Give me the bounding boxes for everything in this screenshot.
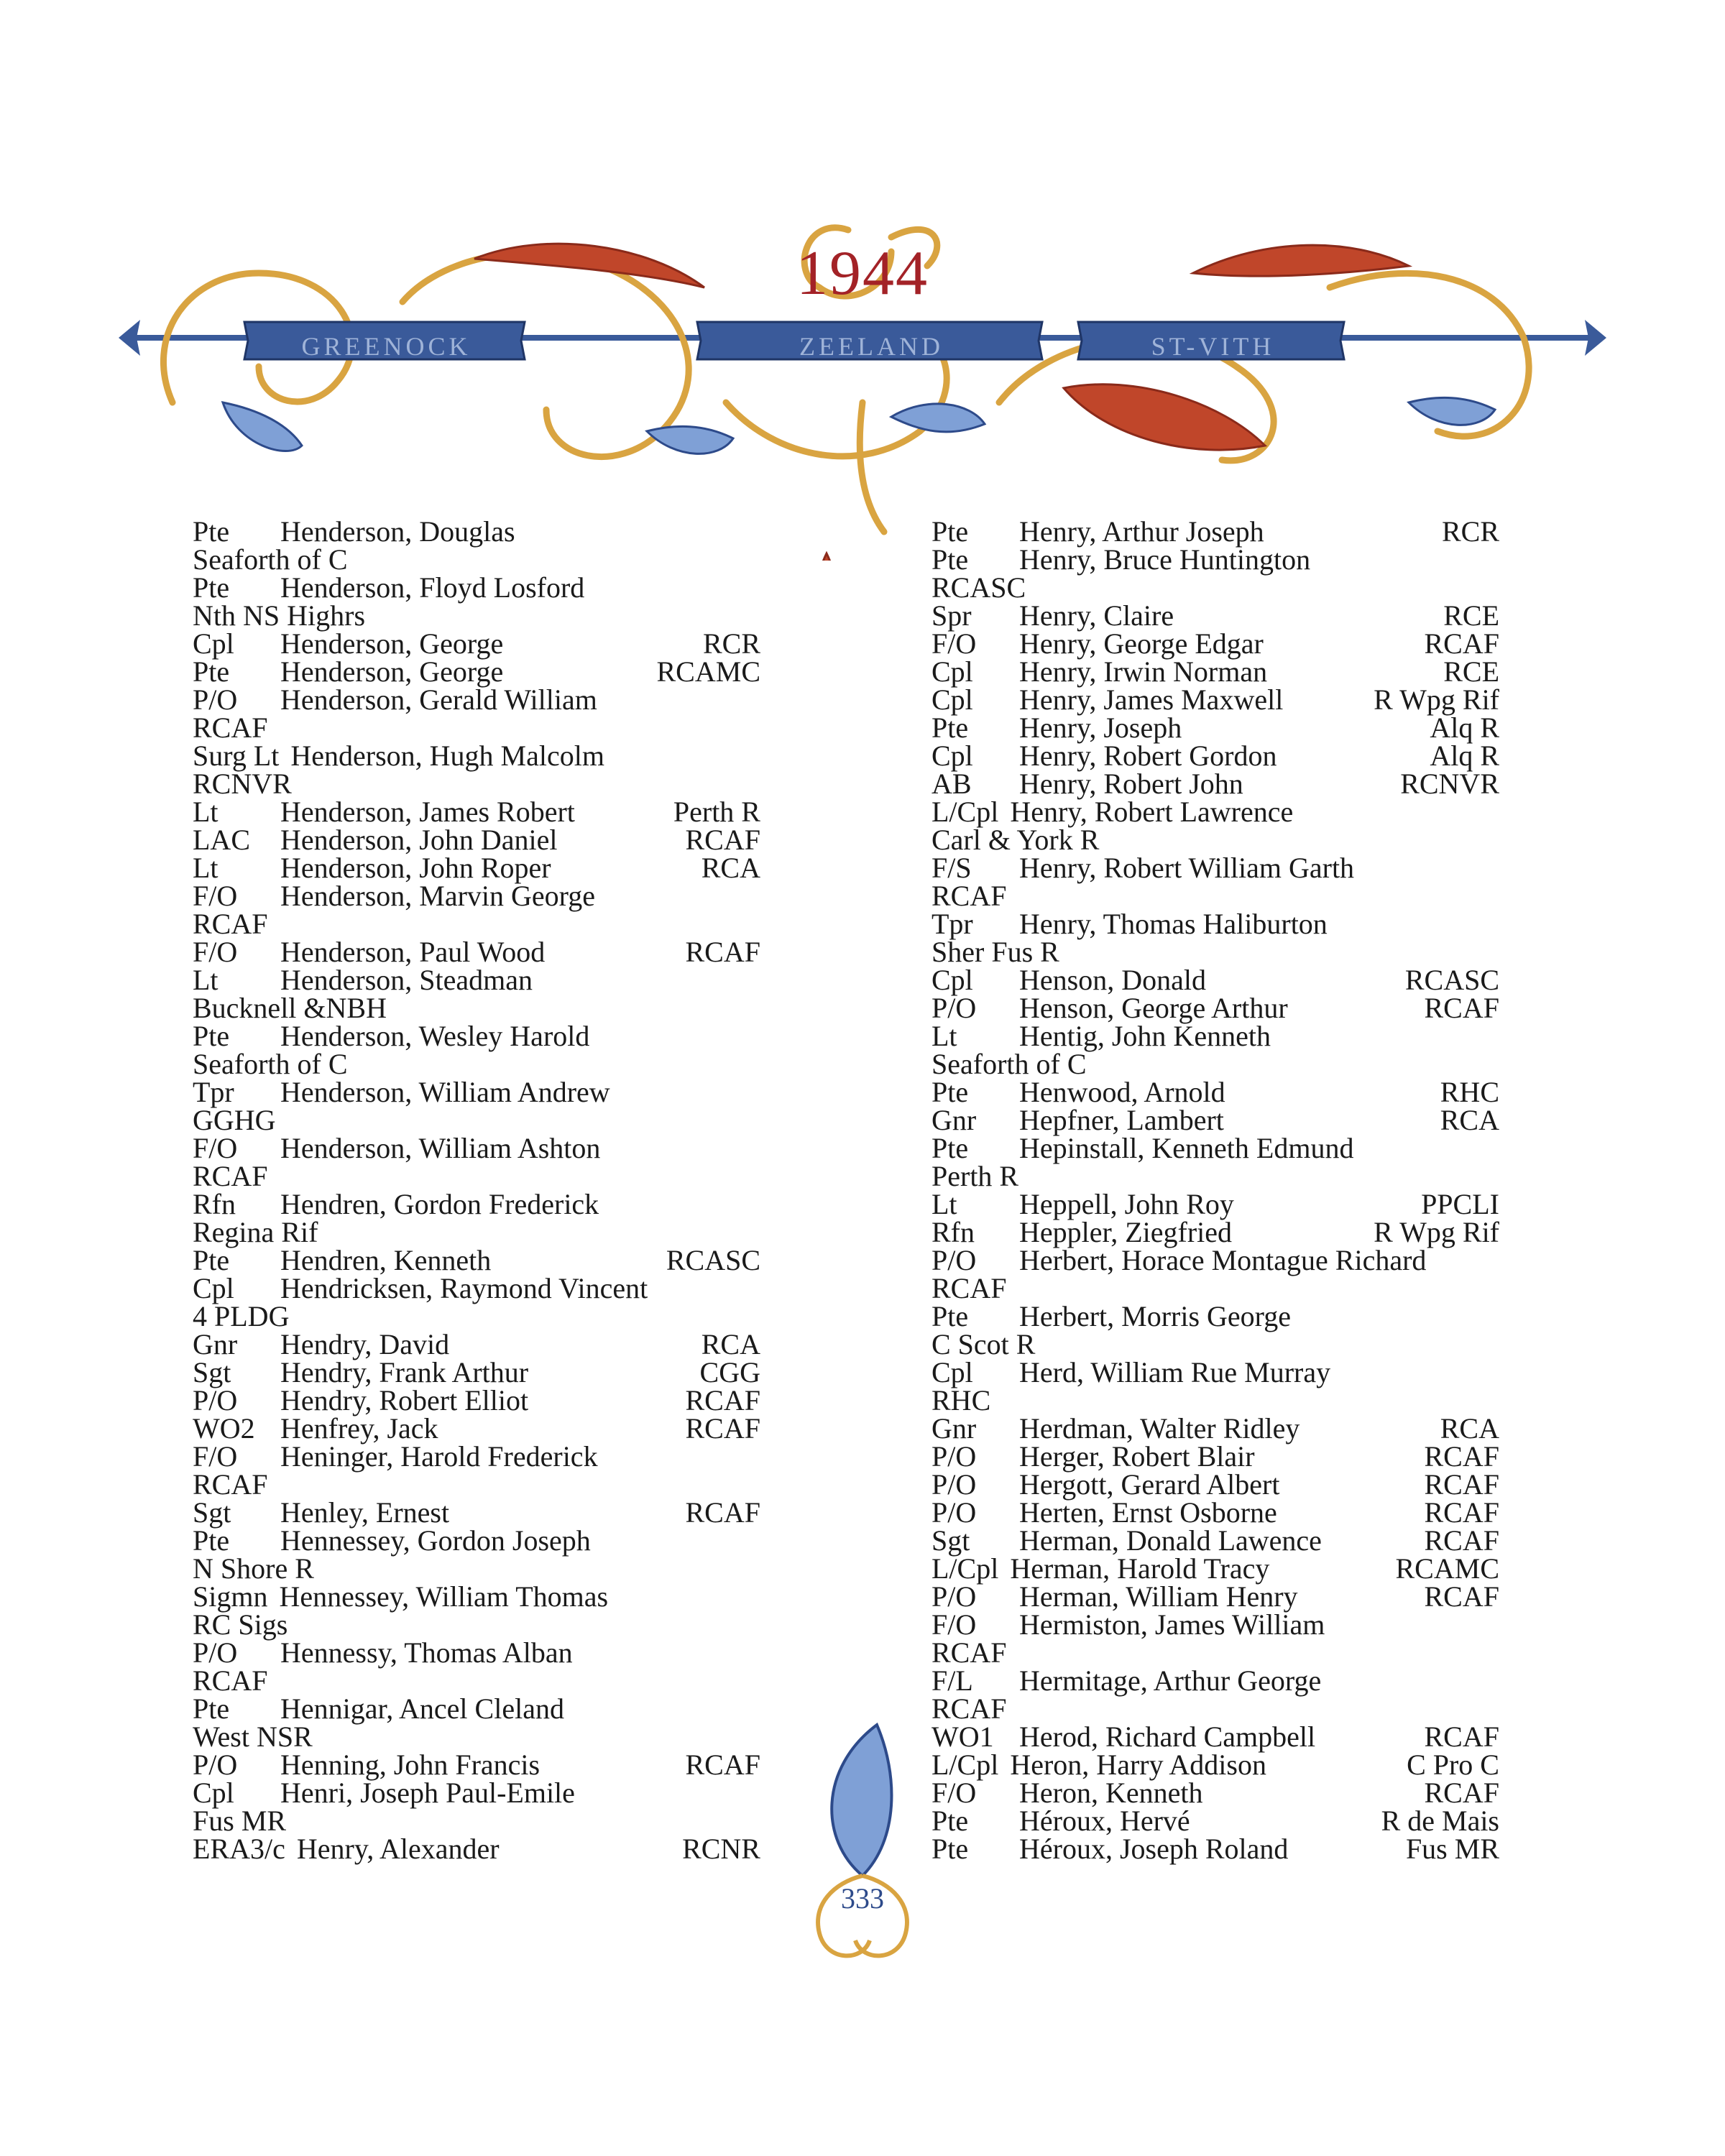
entry-unit: CGG bbox=[699, 1356, 760, 1388]
entry-name: Henley, Ernest bbox=[280, 1496, 450, 1529]
entry-name: Hendren, Kenneth bbox=[280, 1244, 492, 1276]
entry-name: Hermitage, Arthur George bbox=[1019, 1664, 1322, 1697]
entry-name: Henderson, William Ashton bbox=[280, 1132, 601, 1164]
entry-name: Henderson, Wesley Harold bbox=[280, 1020, 590, 1052]
entry-name: Herbert, Morris George bbox=[1019, 1300, 1292, 1332]
entry-unit: RCAF bbox=[685, 824, 760, 856]
roll-column-left bbox=[193, 517, 768, 1863]
entry-rank: Pte bbox=[932, 543, 969, 576]
roll-entry bbox=[932, 1807, 1506, 1835]
entry-name: Henson, George Arthur bbox=[1019, 992, 1288, 1024]
entry-unit: N Shore R bbox=[193, 1552, 314, 1585]
banner-label-greenock: GREENOCK bbox=[301, 332, 472, 361]
entry-name: Hendry, Frank Arthur bbox=[280, 1356, 529, 1388]
entry-name: Henry, Joseph bbox=[1019, 711, 1182, 744]
entry-unit: RCAF bbox=[193, 711, 268, 744]
entry-unit: RC Sigs bbox=[193, 1608, 288, 1641]
entry-unit: RCAF bbox=[1424, 1468, 1499, 1501]
entry-name: Hennessey, Gordon Joseph bbox=[280, 1524, 591, 1557]
entry-rank: Spr bbox=[932, 599, 972, 632]
entry-name: Henry, Claire bbox=[1019, 599, 1174, 632]
roll-entry bbox=[193, 1440, 768, 1501]
entry-unit: RHC bbox=[932, 1384, 991, 1416]
entry-name: Herd, William Rue Murray bbox=[1019, 1356, 1331, 1388]
entry-rank: P/O bbox=[193, 1384, 238, 1416]
entry-unit: RCAF bbox=[932, 880, 1007, 912]
entry-unit: RCAF bbox=[1424, 1580, 1499, 1613]
roll-entry bbox=[193, 966, 768, 1022]
entry-rank: Lt bbox=[193, 852, 218, 884]
entry-unit: RCE bbox=[1443, 655, 1499, 688]
entry-name: Henderson, Marvin George bbox=[280, 880, 596, 912]
entry-name: Henderson, John Daniel bbox=[280, 824, 558, 856]
entry-rank: Cpl bbox=[193, 627, 234, 660]
entry-rank: Cpl bbox=[932, 964, 973, 996]
entry-rank: P/O bbox=[932, 1244, 977, 1276]
entry-unit: Perth R bbox=[932, 1160, 1019, 1192]
roll-entry bbox=[932, 1580, 1506, 1613]
entry-unit: RCAF bbox=[1424, 992, 1499, 1024]
roll-entry bbox=[932, 910, 1506, 966]
entry-name: Hendry, David bbox=[280, 1328, 450, 1360]
entry-unit: RCAF bbox=[932, 1636, 1007, 1669]
entry-name: Herman, Harold Tracy bbox=[1010, 1552, 1270, 1585]
entry-unit: RCNVR bbox=[193, 768, 292, 800]
entry-rank: Pte bbox=[932, 711, 969, 744]
entry-rank: F/O bbox=[193, 880, 238, 912]
roll-entry bbox=[193, 1078, 768, 1134]
roll-entry bbox=[932, 1412, 1506, 1445]
entry-rank: Pte bbox=[932, 1300, 969, 1332]
entry-name: Hepinstall, Kenneth Edmund bbox=[1019, 1132, 1354, 1164]
roll-entry bbox=[193, 1580, 768, 1641]
roll-entry bbox=[932, 545, 1506, 602]
entry-rank: P/O bbox=[932, 1468, 977, 1501]
entry-unit: RCAF bbox=[193, 908, 268, 940]
roll-entry bbox=[932, 1608, 1506, 1669]
entry-unit: RCASC bbox=[1404, 964, 1499, 996]
roll-entry bbox=[193, 826, 768, 854]
entry-rank: Gnr bbox=[932, 1104, 977, 1136]
entry-rank: Cpl bbox=[193, 1272, 234, 1304]
entry-unit: R de Mais bbox=[1381, 1805, 1499, 1837]
entry-name: Henry, Robert John bbox=[1019, 768, 1243, 800]
roll-entry bbox=[193, 1636, 768, 1697]
roll-entry bbox=[193, 1358, 768, 1386]
entry-name: Herbert, Horace Montague Richard bbox=[1019, 1244, 1427, 1276]
entry-rank: F/L bbox=[932, 1664, 973, 1697]
entry-rank: Pte bbox=[932, 1805, 969, 1837]
entry-unit: PPCLI bbox=[1421, 1188, 1499, 1220]
roll-entry bbox=[932, 515, 1506, 548]
entry-unit: Alq R bbox=[1430, 740, 1499, 772]
roll-entry bbox=[932, 599, 1506, 632]
roll-entry bbox=[932, 1779, 1506, 1807]
banner-label-zeeland: ZEELAND bbox=[799, 332, 944, 361]
roll-entry bbox=[193, 938, 768, 966]
roll-entry bbox=[193, 1835, 768, 1863]
entry-rank: Pte bbox=[932, 1076, 969, 1108]
entry-unit: RCAF bbox=[685, 1749, 760, 1781]
entry-unit: RCAMC bbox=[1395, 1552, 1499, 1585]
roll-entry bbox=[932, 1218, 1506, 1246]
roll-entry bbox=[193, 627, 768, 660]
entry-rank: F/S bbox=[932, 852, 972, 884]
entry-name: Henning, John Francis bbox=[280, 1749, 540, 1781]
entry-rank: LAC bbox=[193, 824, 250, 856]
entry-unit: Sher Fus R bbox=[932, 936, 1059, 968]
entry-name: Henderson, Floyd Losford bbox=[280, 571, 585, 604]
roll-entry bbox=[193, 1779, 768, 1835]
entry-unit: RCNR bbox=[682, 1833, 760, 1865]
entry-rank: P/O bbox=[193, 1636, 238, 1669]
entry-name: Henderson, Hugh Malcolm bbox=[290, 740, 604, 772]
entry-name: Herod, Richard Campbell bbox=[1019, 1720, 1316, 1753]
entry-rank: L/Cpl bbox=[932, 1552, 999, 1585]
roll-entry bbox=[193, 854, 768, 882]
entry-rank: Lt bbox=[932, 1020, 957, 1052]
entry-name: Henson, Donald bbox=[1019, 964, 1206, 996]
entry-name: Herger, Robert Blair bbox=[1019, 1440, 1255, 1473]
entry-unit: RCR bbox=[1441, 515, 1499, 548]
entry-unit: RCAF bbox=[932, 1272, 1007, 1304]
entry-unit: R Wpg Rif bbox=[1374, 683, 1499, 716]
entry-unit: RCAF bbox=[685, 1496, 760, 1529]
entry-name: Hennessy, Thomas Alban bbox=[280, 1636, 573, 1669]
entry-unit: Bucknell &NBH bbox=[193, 992, 387, 1024]
entry-name: Henderson, Gerald William bbox=[280, 683, 597, 716]
entry-rank: Pte bbox=[193, 1524, 230, 1557]
entry-rank: L/Cpl bbox=[932, 796, 999, 828]
entry-name: Heron, Kenneth bbox=[1019, 1777, 1203, 1809]
entry-unit: RHC bbox=[1440, 1076, 1499, 1108]
roll-entry bbox=[193, 573, 768, 630]
roll-entry bbox=[932, 1720, 1506, 1753]
roll-entry bbox=[193, 1274, 768, 1330]
entry-rank: Cpl bbox=[932, 655, 973, 688]
year-heading: 1944 bbox=[796, 239, 929, 308]
roll-entry bbox=[932, 1358, 1506, 1414]
entry-unit: R Wpg Rif bbox=[1374, 1216, 1499, 1248]
entry-name: Henfrey, Jack bbox=[280, 1412, 438, 1445]
entry-unit: Fus MR bbox=[1405, 1833, 1499, 1865]
roll-entry bbox=[932, 1664, 1506, 1725]
entry-name: Heppell, John Roy bbox=[1019, 1188, 1234, 1220]
entry-rank: WO1 bbox=[932, 1720, 994, 1753]
entry-name: Henry, Robert William Garth bbox=[1019, 852, 1355, 884]
entry-name: Henderson, James Robert bbox=[280, 796, 575, 828]
entry-rank: Pte bbox=[932, 515, 969, 548]
entry-rank: Surg Lt bbox=[193, 740, 280, 772]
entry-name: Henderson, William Andrew bbox=[280, 1076, 610, 1108]
entry-unit: RCA bbox=[701, 852, 760, 884]
roll-entry bbox=[932, 1022, 1506, 1078]
entry-name: Henderson, Steadman bbox=[280, 964, 533, 996]
entry-name: Héroux, Hervé bbox=[1019, 1805, 1190, 1837]
entry-rank: Cpl bbox=[932, 683, 973, 716]
entry-unit: RCAF bbox=[193, 1468, 268, 1501]
entry-rank: Lt bbox=[193, 964, 218, 996]
entry-name: Henry, Bruce Huntington bbox=[1019, 543, 1311, 576]
entry-rank: P/O bbox=[932, 1496, 977, 1529]
entry-unit: Fus MR bbox=[193, 1805, 287, 1837]
entry-unit: RCR bbox=[702, 627, 760, 660]
entry-rank: F/O bbox=[193, 1440, 238, 1473]
roll-entry bbox=[932, 1835, 1506, 1863]
entry-unit: Perth R bbox=[673, 796, 760, 828]
entry-rank: Cpl bbox=[193, 1777, 234, 1809]
entry-name: Heron, Harry Addison bbox=[1010, 1749, 1266, 1781]
entry-name: Henderson, Douglas bbox=[280, 515, 515, 548]
entry-unit: RCAF bbox=[685, 1384, 760, 1416]
roll-entry bbox=[932, 1302, 1506, 1358]
roll-entry bbox=[193, 655, 768, 688]
roll-entry bbox=[193, 882, 768, 938]
entry-name: Hennigar, Ancel Cleland bbox=[280, 1692, 564, 1725]
roll-column-right bbox=[932, 517, 1506, 1863]
roll-entry bbox=[193, 1022, 768, 1078]
roll-entry bbox=[932, 798, 1506, 854]
entry-unit: RCAF bbox=[1424, 1440, 1499, 1473]
entry-unit: Alq R bbox=[1430, 711, 1499, 744]
entry-name: Hepfner, Lambert bbox=[1019, 1104, 1224, 1136]
entry-rank: L/Cpl bbox=[932, 1749, 999, 1781]
entry-unit: RCE bbox=[1443, 599, 1499, 632]
entry-name: Herman, Donald Lawence bbox=[1019, 1524, 1322, 1557]
entry-unit: RCA bbox=[1440, 1412, 1499, 1445]
entry-rank: Sigmn bbox=[193, 1580, 268, 1613]
roll-entry bbox=[932, 1190, 1506, 1218]
entry-unit: RCAF bbox=[1424, 1777, 1499, 1809]
entry-unit: RCASC bbox=[932, 571, 1026, 604]
entry-name: Henry, James Maxwell bbox=[1019, 683, 1284, 716]
page-number: 333 bbox=[841, 1882, 884, 1915]
entry-rank: Sgt bbox=[193, 1496, 231, 1529]
entry-rank: Tpr bbox=[193, 1076, 234, 1108]
entry-rank: Pte bbox=[932, 1132, 969, 1164]
roll-entry bbox=[932, 1554, 1506, 1583]
entry-unit: C Pro C bbox=[1407, 1749, 1499, 1781]
entry-rank: Gnr bbox=[193, 1328, 238, 1360]
entry-unit: RCA bbox=[1440, 1104, 1499, 1136]
entry-name: Hermiston, James William bbox=[1019, 1608, 1325, 1641]
entry-rank: F/O bbox=[193, 1132, 238, 1164]
entry-name: Henry, Robert Gordon bbox=[1019, 740, 1277, 772]
entry-unit: RCAF bbox=[1424, 1524, 1499, 1557]
roll-entry bbox=[932, 1106, 1506, 1134]
entry-rank: Pte bbox=[932, 1833, 969, 1865]
entry-name: Henwood, Arnold bbox=[1019, 1076, 1225, 1108]
entry-rank: Pte bbox=[193, 1244, 230, 1276]
entry-rank: Pte bbox=[193, 1692, 230, 1725]
roll-entry bbox=[932, 1524, 1506, 1557]
entry-name: Heninger, Harold Frederick bbox=[280, 1440, 598, 1473]
entry-unit: Seaforth of C bbox=[932, 1048, 1087, 1080]
entry-rank: F/O bbox=[932, 1608, 977, 1641]
entry-unit: C Scot R bbox=[932, 1328, 1036, 1360]
entry-rank: Lt bbox=[932, 1188, 957, 1220]
entry-name: Henry, Thomas Haliburton bbox=[1019, 908, 1328, 940]
entry-rank: Cpl bbox=[932, 1356, 973, 1388]
roll-entry bbox=[193, 515, 768, 576]
entry-name: Heppler, Ziegfried bbox=[1019, 1216, 1233, 1248]
roll-entry bbox=[193, 1412, 768, 1445]
entry-unit: Seaforth of C bbox=[193, 543, 348, 576]
entry-rank: F/O bbox=[193, 936, 238, 968]
roll-entry bbox=[193, 1751, 768, 1779]
entry-rank: ERA3/c bbox=[193, 1833, 285, 1865]
entry-unit: RCAF bbox=[1424, 1720, 1499, 1753]
entry-unit: Seaforth of C bbox=[193, 1048, 348, 1080]
roll-entry bbox=[193, 1386, 768, 1414]
entry-rank: Cpl bbox=[932, 740, 973, 772]
entry-rank: Lt bbox=[193, 796, 218, 828]
entry-name: Henderson, Paul Wood bbox=[280, 936, 546, 968]
roll-entry bbox=[932, 1134, 1506, 1190]
entry-rank: P/O bbox=[193, 683, 238, 716]
entry-rank: P/O bbox=[932, 1580, 977, 1613]
entry-rank: P/O bbox=[932, 992, 977, 1024]
entry-rank: Pte bbox=[193, 655, 230, 688]
entry-name: Héroux, Joseph Roland bbox=[1019, 1833, 1289, 1865]
roll-entry bbox=[193, 1526, 768, 1583]
entry-rank: P/O bbox=[932, 1440, 977, 1473]
entry-unit: RCA bbox=[701, 1328, 760, 1360]
roll-entry bbox=[193, 1496, 768, 1529]
entry-rank: Tpr bbox=[932, 908, 973, 940]
entry-name: Henry, George Edgar bbox=[1019, 627, 1264, 660]
entry-name: Hendry, Robert Elliot bbox=[280, 1384, 529, 1416]
entry-name: Henry, Alexander bbox=[296, 1833, 500, 1865]
entry-unit: RCAF bbox=[685, 1412, 760, 1445]
entry-rank: Pte bbox=[193, 515, 230, 548]
entry-name: Henry, Robert Lawrence bbox=[1010, 796, 1294, 828]
roll-entry bbox=[932, 1468, 1506, 1501]
entry-unit: Regina Rif bbox=[193, 1216, 318, 1248]
entry-unit: RCAMC bbox=[656, 655, 760, 688]
entry-name: Henderson, John Roper bbox=[280, 852, 551, 884]
roll-entry bbox=[932, 966, 1506, 994]
entry-rank: WO2 bbox=[193, 1412, 255, 1445]
entry-unit: Carl & York R bbox=[932, 824, 1100, 856]
roll-entry bbox=[193, 1692, 768, 1753]
roll-entry bbox=[932, 1246, 1506, 1302]
entry-unit: West NSR bbox=[193, 1720, 313, 1753]
blue-leaf-icon bbox=[832, 1725, 891, 1876]
roll-entry bbox=[932, 683, 1506, 716]
entry-name: Hergott, Gerard Albert bbox=[1019, 1468, 1280, 1501]
roll-entry bbox=[193, 1190, 768, 1246]
roll-entry bbox=[193, 742, 768, 798]
roll-entry bbox=[193, 683, 768, 744]
entry-name: Henderson, George bbox=[280, 655, 504, 688]
entry-unit: RCAF bbox=[193, 1664, 268, 1697]
entry-unit: RCAF bbox=[1424, 627, 1499, 660]
entry-rank: Gnr bbox=[932, 1412, 977, 1445]
entry-unit: Nth NS Highrs bbox=[193, 599, 366, 632]
entry-name: Hentig, John Kenneth bbox=[1019, 1020, 1271, 1052]
entry-unit: RCAF bbox=[193, 1160, 268, 1192]
entry-name: Hendren, Gordon Frederick bbox=[280, 1188, 599, 1220]
roll-entry bbox=[932, 994, 1506, 1022]
entry-name: Hendricksen, Raymond Vincent bbox=[280, 1272, 648, 1304]
roll-entry bbox=[932, 711, 1506, 744]
roll-entry bbox=[932, 1751, 1506, 1779]
banner-label-st-vith: ST-VITH bbox=[1151, 332, 1275, 361]
entry-name: Henry, Arthur Joseph bbox=[1019, 515, 1264, 548]
entry-unit: GGHG bbox=[193, 1104, 276, 1136]
entry-rank: Pte bbox=[193, 1020, 230, 1052]
roll-entry bbox=[932, 1078, 1506, 1106]
entry-name: Henri, Joseph Paul-Emile bbox=[280, 1777, 575, 1809]
entry-name: Herdman, Walter Ridley bbox=[1019, 1412, 1300, 1445]
entry-unit: RCAF bbox=[685, 936, 760, 968]
roll-entry bbox=[932, 1496, 1506, 1529]
entry-rank: F/O bbox=[932, 627, 977, 660]
entry-rank: P/O bbox=[193, 1749, 238, 1781]
entry-rank: Pte bbox=[193, 571, 230, 604]
entry-name: Henderson, George bbox=[280, 627, 504, 660]
roll-entry bbox=[193, 1330, 768, 1358]
entry-name: Herten, Ernst Osborne bbox=[1019, 1496, 1277, 1529]
roll-entry bbox=[932, 770, 1506, 798]
entry-name: Henry, Irwin Norman bbox=[1019, 655, 1268, 688]
roll-entry bbox=[932, 655, 1506, 688]
roll-entry bbox=[193, 1246, 768, 1274]
footer-ornament bbox=[776, 1710, 949, 1969]
entry-name: Hennessey, William Thomas bbox=[279, 1580, 609, 1613]
entry-rank: F/O bbox=[932, 1777, 977, 1809]
entry-rank: Rfn bbox=[932, 1216, 975, 1248]
roll-entry bbox=[932, 742, 1506, 770]
entry-unit: RCASC bbox=[666, 1244, 760, 1276]
entry-unit: RCAF bbox=[1424, 1496, 1499, 1529]
entry-rank: Sgt bbox=[932, 1524, 970, 1557]
entry-unit: RCNVR bbox=[1400, 768, 1499, 800]
entry-name: Herman, William Henry bbox=[1019, 1580, 1298, 1613]
roll-entry bbox=[193, 798, 768, 826]
roll-entry bbox=[193, 1134, 768, 1190]
entry-rank: Sgt bbox=[193, 1356, 231, 1388]
entry-rank: Rfn bbox=[193, 1188, 236, 1220]
roll-entry bbox=[932, 854, 1506, 910]
entry-unit: RCAF bbox=[932, 1692, 1007, 1725]
roll-entry bbox=[932, 1440, 1506, 1473]
entry-rank: AB bbox=[932, 768, 972, 800]
roll-entry bbox=[932, 627, 1506, 660]
entry-unit: 4 PLDG bbox=[193, 1300, 290, 1332]
